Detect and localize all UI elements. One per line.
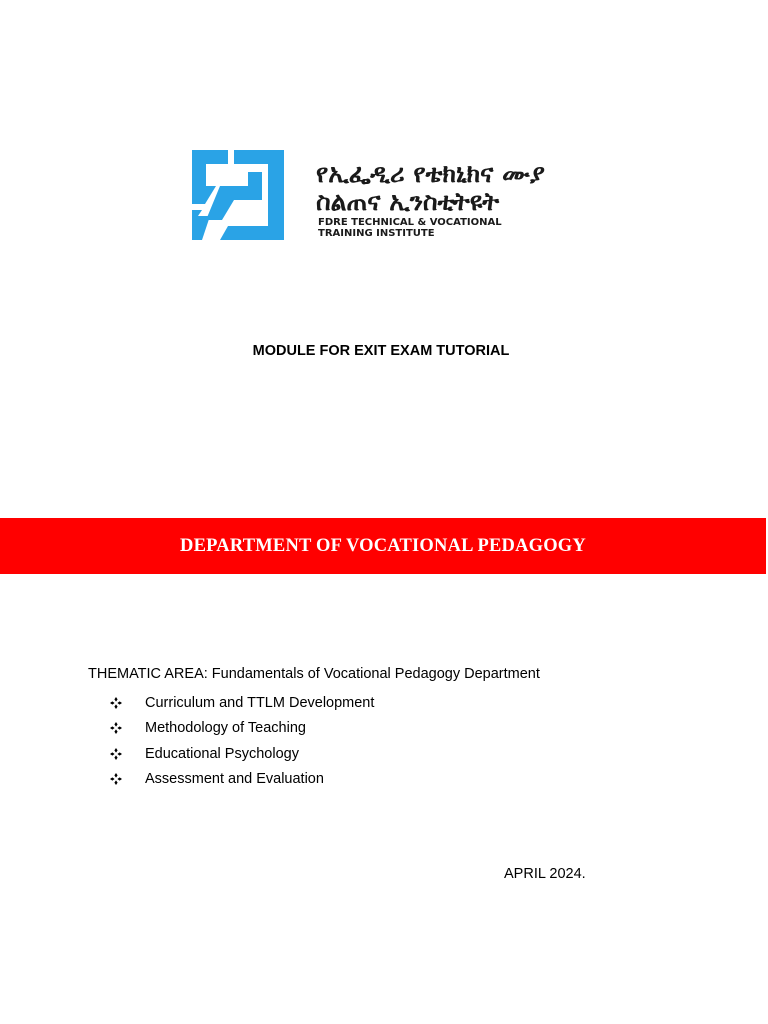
topic-label: Educational Psychology [145,745,299,762]
logo-amharic-line2: ስልጠና ኢንስቲትዩት [316,187,500,216]
module-title: MODULE FOR EXIT EXAM TUTORIAL [252,343,510,359]
diamond-bullet-icon [110,748,145,760]
department-title: DEPARTMENT OF VOCATIONAL PEDAGOGY [180,535,586,556]
department-banner [0,518,766,574]
diamond-bullet-icon [110,697,145,709]
thematic-area: THEMATIC AREA: Fundamentals of Vocational Pedagogy Department [88,666,540,682]
diamond-bullet-icon [110,722,145,734]
logo-english-line1: FDRE TECHNICAL & VOCATIONAL [318,217,502,228]
institute-logo [192,150,580,242]
topic-label: Curriculum and TTLM Development [145,694,375,711]
list-item [110,767,374,793]
topic-list [110,690,374,792]
list-item [110,716,374,742]
topic-label: Methodology of Teaching [145,720,306,737]
topic-label: Assessment and Evaluation [145,771,324,788]
publication-date: APRIL 2024. [504,866,586,882]
logo-amharic-line1: የኢፌዲሪ የቴክኒክና ሙያ [316,159,545,188]
diamond-bullet-icon [110,773,145,785]
logo-graphic [192,150,580,242]
list-item [110,741,374,767]
logo-english-line2: TRAINING INSTITUTE [318,228,435,239]
logo-mark-icon [192,150,284,240]
list-item [110,690,374,716]
